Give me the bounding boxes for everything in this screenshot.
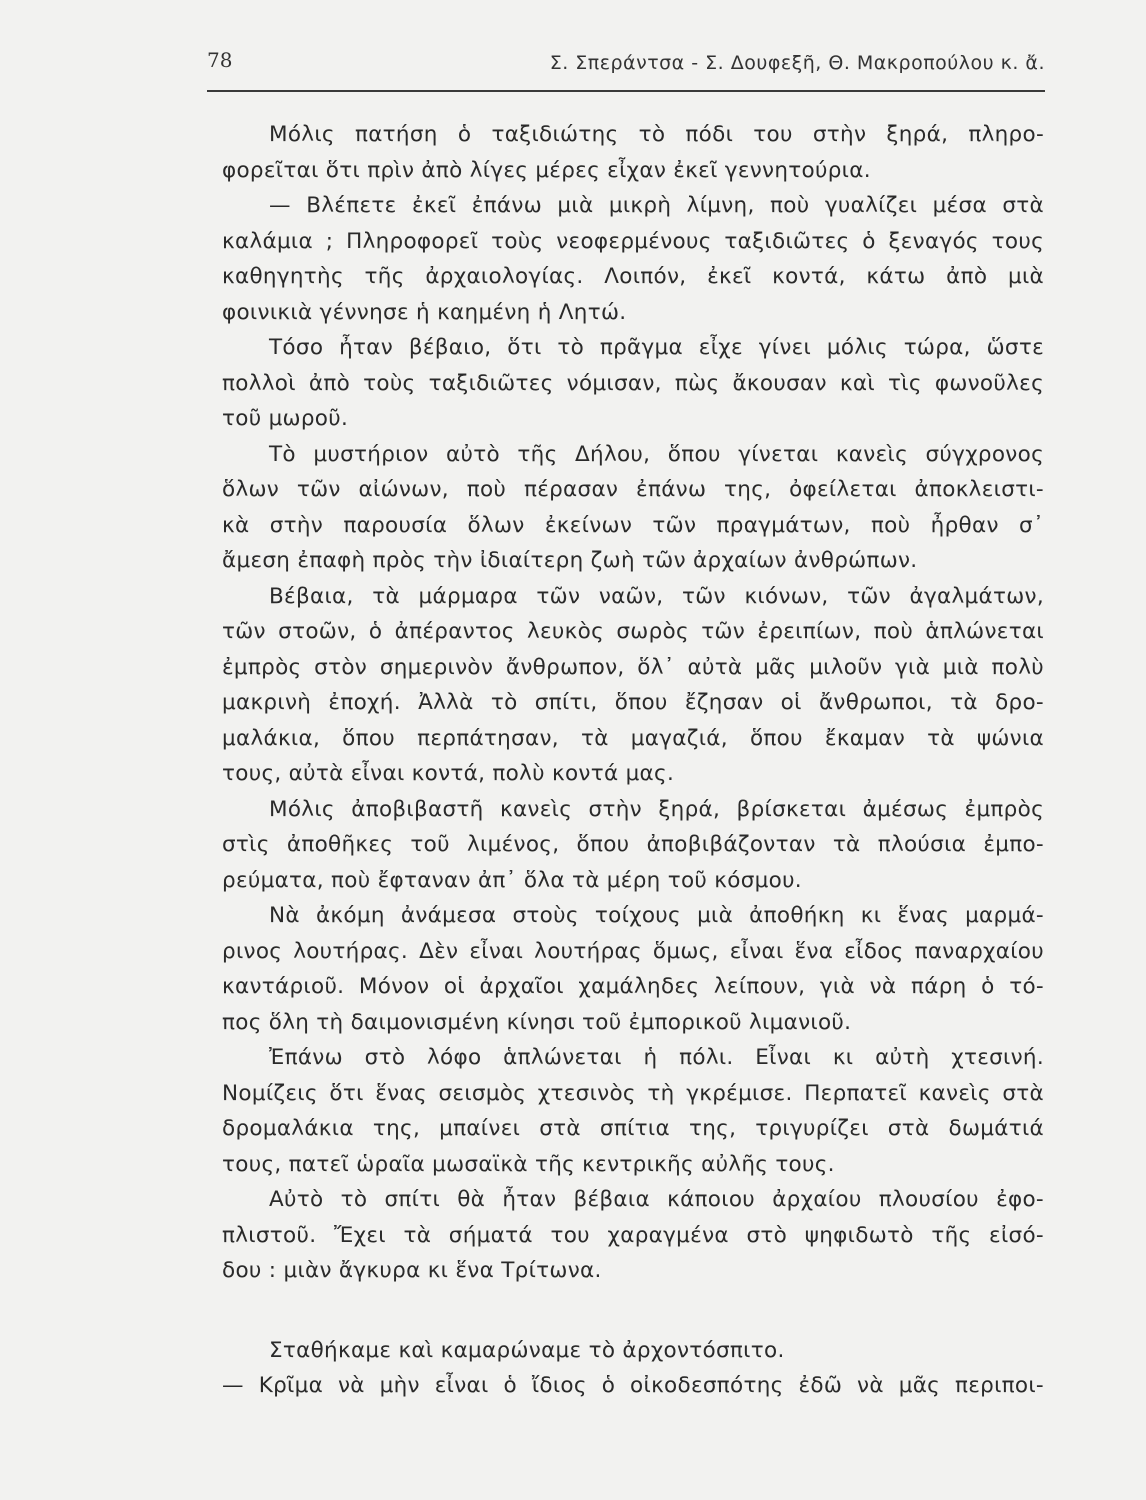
text-line: Μόλις πατήση ὁ ταξιδιώτης τὸ πόδι του στὴν ξηρά, πληρο- bbox=[269, 122, 1044, 147]
text-line: καντάριοῦ. Μόνον οἱ ἀρχαῖοι χαμάληδες λείπουν, γιὰ νὰ πάρη ὁ τό- bbox=[222, 974, 1044, 999]
text-line: Σταθήκαμε καὶ καμαρώναμε τὸ ἀρχοντόσπιτο. bbox=[269, 1337, 785, 1363]
paragraph-5 bbox=[222, 579, 1044, 792]
paragraph-7 bbox=[222, 898, 1044, 1040]
paragraph-2 bbox=[222, 188, 1044, 330]
text-line: Νὰ ἀκόμη ἀνάμεσα στοὺς τοίχους μιὰ ἀποθήκη κι ἕνας μαρμά- bbox=[269, 903, 1044, 928]
page-number: 78 bbox=[207, 48, 233, 72]
page-body bbox=[222, 117, 1044, 1404]
text-line: Αὐτὸ τὸ σπίτι θὰ ἦταν βέβαια κάποιου ἀρχαίου πλουσίου ἐφο- bbox=[269, 1187, 1044, 1212]
text-line: τους, αὐτὰ εἶναι κοντά, πολὺ κοντά μας. bbox=[222, 761, 675, 786]
paragraph-8 bbox=[222, 1040, 1044, 1182]
text-line: τῶν στοῶν, ὁ ἀπέραντος λευκὸς σωρὸς τῶν ἐρειπίων, ποὺ ἁπλώνεται bbox=[222, 619, 1044, 644]
text-line: ἐμπρὸς στὸν σημερινὸν ἄνθρωπον, ὅλ᾽ αὐτὰ μᾶς μιλοῦν γιὰ μιὰ πολὺ bbox=[222, 654, 1044, 680]
text-line: τους, πατεῖ ὡραῖα μωσαϊκὰ τῆς κεντρικῆς αὐλῆς τους. bbox=[222, 1151, 835, 1177]
text-line: δου : μιὰν ἄγκυρα κι ἕνα Τρίτωνα. bbox=[222, 1258, 602, 1283]
running-title: Σ. Σπεράντσα - Σ. Δουφεξῆ, Θ. Μακροπούλου κ. ἄ. bbox=[549, 52, 1045, 74]
paragraph-10 bbox=[222, 1333, 1044, 1369]
text-line: πος ὅλη τὴ δαιμονισμένη κίνησι τοῦ ἐμπορικοῦ λιμανιοῦ. bbox=[222, 1009, 852, 1035]
text-line: ρινος λουτήρας. Δὲν εἶναι λουτήρας ὅμως, εἶναι ἕνα εἶδος παναρχαίου bbox=[222, 938, 1044, 964]
text-line: Τὸ μυστήριον αὐτὸ τῆς Δήλου, ὅπου γίνεται κανεὶς σύγχρονος bbox=[269, 441, 1044, 467]
paragraph-3 bbox=[222, 330, 1044, 437]
text-line: δρομαλάκια της, μπαίνει στὰ σπίτια της, τριγυρίζει στὰ δωμάτιά bbox=[222, 1116, 1044, 1141]
text-line: ρεύματα, ποὺ ἔφταναν ἀπ᾽ ὅλα τὰ μέρη τοῦ κόσμου. bbox=[222, 867, 802, 893]
paragraph-9 bbox=[222, 1182, 1044, 1289]
text-line: μακρινὴ ἐποχή. Ἀλλὰ τὸ σπίτι, ὅπου ἔζησαν οἱ ἄνθρωποι, τὰ δρο- bbox=[222, 690, 1044, 715]
text-line: Νομίζεις ὅτι ἕνας σεισμὸς χτεσινὸς τὴ γκρέμισε. Περπατεῖ κανεὶς στὰ bbox=[222, 1080, 1044, 1106]
text-line: ὅλων τῶν αἰώνων, ποὺ πέρασαν ἐπάνω της, ὀφείλεται ἀποκλειστι- bbox=[222, 477, 1044, 502]
text-line: πολλοὶ ἀπὸ τοὺς ταξιδιῶτες νόμισαν, πὼς ἄκουσαν καὶ τὶς φωνοῦλες bbox=[222, 370, 1044, 396]
text-line: Τόσο ἦταν βέβαιο, ὅτι τὸ πρᾶγμα εἶχε γίνει μόλις τώρα, ὥστε bbox=[269, 335, 1044, 360]
text-line: στὶς ἀποθῆκες τοῦ λιμένος, ὅπου ἀποβιβάζονταν τὰ πλούσια ἐμπο- bbox=[222, 832, 1044, 857]
paragraph-11 bbox=[222, 1368, 1044, 1404]
text-line: μαλάκια, ὅπου περπάτησαν, τὰ μαγαζιά, ὅπου ἔκαμαν τὰ ψώνια bbox=[222, 725, 1044, 751]
paragraph-4 bbox=[222, 437, 1044, 579]
paragraph-1 bbox=[222, 117, 1044, 188]
text-line: φοινικιὰ γέννησε ἡ καημένη ἡ Λητώ. bbox=[222, 299, 627, 325]
text-line: καλάμια ; Πληροφορεῖ τοὺς νεοφερμένους ταξιδιῶτες ὁ ξεναγός τους bbox=[222, 228, 1044, 254]
text-line: — Βλέπετε ἐκεῖ ἐπάνω μιὰ μικρὴ λίμνη, ποὺ γυαλίζει μέσα στὰ bbox=[269, 193, 1044, 218]
paragraph-6 bbox=[222, 792, 1044, 899]
text-line: Μόλις ἀποβιβαστῆ κανεὶς στὴν ξηρά, βρίσκεται ἀμέσως ἐμπρὸς bbox=[269, 796, 1044, 822]
text-line: Ἐπάνω στὸ λόφο ἁπλώνεται ἡ πόλι. Εἶναι κι αὐτὴ χτεσινή. bbox=[269, 1045, 1044, 1070]
page-header bbox=[207, 40, 1045, 92]
text-line: φορεῖται ὅτι πρὶν ἀπὸ λίγες μέρες εἶχαν ἐκεῖ γεννητούρια. bbox=[222, 157, 871, 183]
text-line: — Κρῖμα νὰ μὴν εἶναι ὁ ἴδιος ὁ οἰκοδεσπότης ἐδῶ νὰ μᾶς περιποι- bbox=[222, 1373, 1044, 1398]
text-line: πλιστοῦ. Ἔχει τὰ σήματά του χαραγμένα στὸ ψηφιδωτὸ τῆς εἰσό- bbox=[222, 1222, 1044, 1248]
text-line: καθηγητὴς τῆς ἀρχαιολογίας. Λοιπόν, ἐκεῖ κοντά, κάτω ἀπὸ μιὰ bbox=[222, 264, 1044, 289]
paragraph-gap bbox=[222, 1289, 1044, 1333]
text-line: κὰ στὴν παρουσία ὅλων ἐκείνων τῶν πραγμάτων, ποὺ ἦρθαν σ᾽ bbox=[222, 512, 1044, 538]
text-line: ἄμεση ἐπαφὴ πρὸς τὴν ἰδιαίτερη ζωὴ τῶν ἀρχαίων ἀνθρώπων. bbox=[222, 548, 918, 573]
text-line: Βέβαια, τὰ μάρμαρα τῶν ναῶν, τῶν κιόνων, τῶν ἀγαλμάτων, bbox=[269, 583, 1044, 609]
text-line: τοῦ μωροῦ. bbox=[222, 406, 349, 431]
